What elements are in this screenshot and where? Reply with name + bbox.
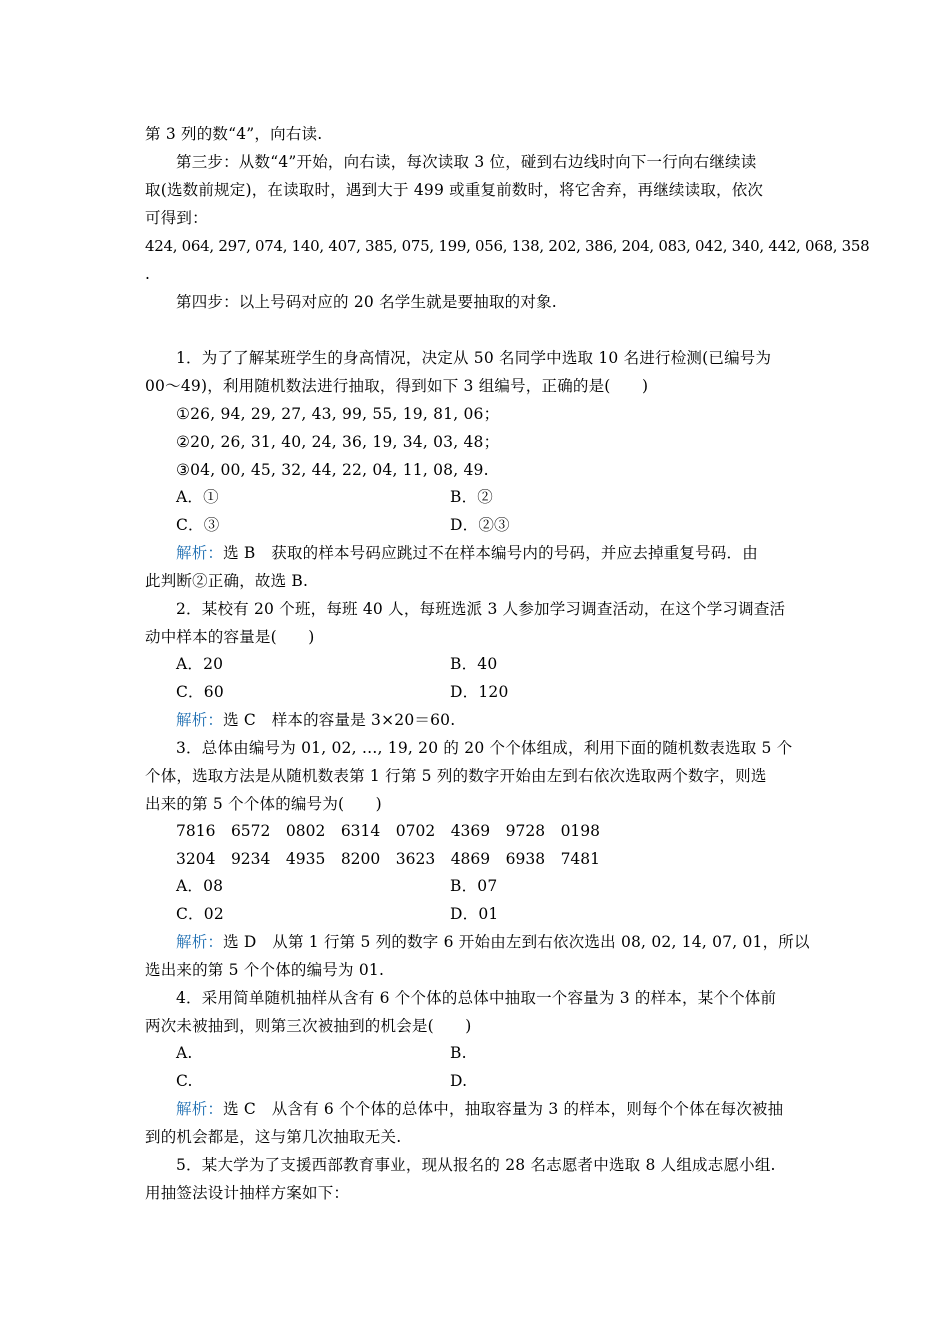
q3-option-d: D．01	[450, 905, 499, 923]
q3-stem-line-1: 3．总体由编号为 01, 02, …, 19, 20 的 20 个个体组成，利用下面的随机数表选取 5 个	[176, 739, 793, 757]
q1-option-b: B．②	[450, 488, 493, 506]
random-table-cell: 0802	[285, 822, 326, 840]
random-table-cell: 6938	[505, 850, 546, 868]
q1-option-d: D．②③	[450, 516, 510, 534]
random-table-cell: 4369	[450, 822, 491, 840]
q2-stem-line-1: 2．某校有 20 个班，每班 40 人，每班选派 3 人参加学习调查活动，在这个学习调查活	[176, 600, 786, 618]
random-table-cell: 3623	[395, 850, 436, 868]
q4-solution-line-1	[176, 1099, 866, 1119]
solution-label: 解析：	[176, 933, 224, 951]
q1-option-a: A．①	[176, 488, 219, 506]
q4-option-d: D.	[450, 1072, 468, 1090]
q3-solution-line-1	[176, 932, 866, 952]
q4-stem-line-2: 两次未被抽到，则第三次被抽到的机会是( )	[145, 1017, 472, 1035]
intro-step3-line: 第三步：从数“4”开始，向右读，每次读取 3 位，碰到右边线时向下一行向右继续读	[176, 153, 757, 171]
q4-solution-line-2: 到的机会都是，这与第几次抽取无关.	[145, 1128, 402, 1146]
random-table-cell: 9728	[505, 822, 546, 840]
intro-line-1: 第 3 列的数“4”，向右读.	[145, 125, 323, 143]
random-table-row-2	[176, 849, 611, 869]
q1-solution-line-2: 此判断②正确，故选 B.	[145, 572, 309, 590]
number-sequence: 424, 064, 297, 074, 140, 407, 385, 075, 199, 056, 138, 202, 386, 204, 083, 042, 340, 442, 068, 358	[145, 237, 870, 255]
q4-stem-line-1: 4．采用简单随机抽样从含有 6 个个体的总体中抽取一个容量为 3 的样本，某个个体前	[176, 989, 777, 1007]
q4-option-a: A.	[176, 1044, 193, 1062]
q1-group-1: ①26, 94, 29, 27, 43, 99, 55, 19, 81, 06；	[176, 405, 500, 423]
q2-solution-line-1	[176, 710, 866, 730]
q1-solution-text: 选 B 获取的样本号码应跳过不在样本编号内的号码，并应去掉重复号码．由	[223, 544, 758, 562]
q5-stem-line-1: 5．某大学为了支援西部教育事业，现从报名的 28 名志愿者中选取 8 人组成志愿小组.	[176, 1156, 776, 1174]
q4-solution-text: 选 C 从含有 6 个个体的总体中，抽取容量为 3 的样本，则每个个体在每次被抽	[223, 1100, 784, 1118]
intro-step4-line: 第四步：以上号码对应的 20 名学生就是要抽取的对象.	[176, 293, 557, 311]
q1-solution-line-1	[176, 543, 866, 563]
solution-label: 解析：	[176, 1100, 224, 1118]
random-table-cell: 6314	[340, 822, 381, 840]
q2-option-b: B．40	[450, 655, 498, 673]
q3-solution-text: 选 D 从第 1 行第 5 列的数字 6 开始由左到右依次选出 08, 02, 14, 07, 01，所以	[223, 933, 810, 951]
q3-stem-line-2: 个体，选取方法是从随机数表第 1 行第 5 列的数字开始由左到右依次选取两个数字，则选	[145, 767, 767, 785]
random-table-cell: 0198	[560, 822, 601, 840]
q3-option-a: A．08	[176, 877, 224, 895]
random-table-cell: 4935	[285, 850, 326, 868]
random-table-cell: 4869	[450, 850, 491, 868]
solution-label: 解析：	[176, 544, 224, 562]
intro-line-3: 取(选数前规定)，在读取时，遇到大于 499 或重复前数时，将它舍弃，再继续读取，依次	[145, 181, 764, 199]
random-table-cell: 0702	[395, 822, 436, 840]
q4-option-b: B.	[450, 1044, 467, 1062]
random-table-cell: 8200	[340, 850, 381, 868]
random-table-cell: 7816	[176, 822, 216, 840]
q1-stem-line-2: 00～49)，利用随机数法进行抽取，得到如下 3 组编号，正确的是( )	[145, 377, 649, 395]
intro-line-4: 可得到：	[145, 209, 208, 227]
q4-option-c: C.	[176, 1072, 193, 1090]
random-table-cell: 7481	[560, 850, 601, 868]
sequence-period: .	[145, 265, 151, 283]
q3-option-b: B．07	[450, 877, 498, 895]
random-table-cell: 6572	[230, 822, 271, 840]
solution-label: 解析：	[176, 711, 224, 729]
q5-stem-line-2: 用抽签法设计抽样方案如下：	[145, 1184, 350, 1202]
q3-solution-line-2: 选出来的第 5 个个体的编号为 01.	[145, 961, 385, 979]
random-table-cell: 9234	[230, 850, 271, 868]
random-table-row-1	[176, 821, 611, 841]
q2-stem-line-2: 动中样本的容量是( )	[145, 628, 315, 646]
q2-solution-text: 选 C 样本的容量是 3×20＝60.	[223, 711, 456, 729]
q1-option-c: C．③	[176, 516, 220, 534]
q1-stem-line-1: 1．为了了解某班学生的身高情况，决定从 50 名同学中选取 10 名进行检测(已编号为	[176, 349, 772, 367]
q1-group-2: ②20, 26, 31, 40, 24, 36, 19, 34, 03, 48；	[176, 433, 500, 451]
random-table-cell: 3204	[176, 850, 216, 868]
q2-option-c: C．60	[176, 683, 224, 701]
q3-option-c: C．02	[176, 905, 224, 923]
q1-group-3: ③04, 00, 45, 32, 44, 22, 04, 11, 08, 49.	[176, 461, 489, 479]
q3-stem-line-3: 出来的第 5 个个体的编号为( )	[145, 795, 382, 813]
q2-option-a: A．20	[176, 655, 224, 673]
q2-option-d: D．120	[450, 683, 509, 701]
